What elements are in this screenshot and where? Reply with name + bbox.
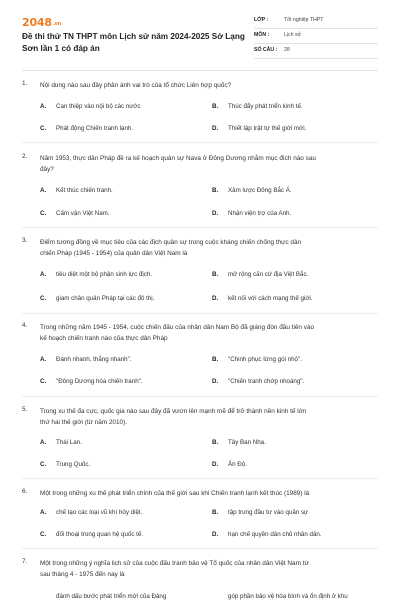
info-label: SỐ CÂU : [254, 47, 278, 53]
answer-option-a[interactable]: A. chế tạo các loại vũ khí hủy diệt. [40, 509, 143, 516]
info-row-class [254, 14, 378, 29]
answer-option-a[interactable]: A. tiêu diệt một bộ phận sinh lực địch. [40, 271, 152, 278]
info-label: LỚP : [254, 17, 269, 23]
question-text: đây? [40, 166, 54, 173]
answer-option-a[interactable]: A. Đánh nhanh, thắng nhanh". [40, 356, 132, 363]
answer-option-b[interactable]: B. tập trung đầu tư vào quân sự [212, 509, 309, 516]
exam-info-panel [254, 14, 378, 59]
question-divider [22, 227, 378, 228]
document-title: Đề thi thử TN THPT môn Lịch sử năm 2024-2025 Sở Lạng Sơn lần 1 có đáp án [22, 32, 245, 53]
question-number: 7. [22, 558, 28, 565]
question-divider [22, 313, 378, 314]
question-6 [22, 488, 378, 548]
question-2 [22, 153, 378, 227]
answer-option-c[interactable]: C. Cấm vận Việt Nam. [40, 210, 110, 217]
answer-option-d[interactable]: D. kết nối với cách mạng thế giới. [212, 295, 313, 302]
answer-option-b[interactable]: B. mở rộng căn cứ địa Việt Bắc. [212, 271, 309, 278]
answer-option-b[interactable]: B. Tây Ban Nha. [212, 439, 266, 446]
site-logo[interactable]: 2048.vn [22, 16, 61, 29]
question-1 [22, 80, 378, 142]
answer-option-c[interactable]: C. đối thoại trong quan hệ quốc tế. [40, 531, 144, 538]
answer-option-d[interactable]: D. Thiết lập trật tự thế giới mới. [212, 125, 307, 132]
question-text: Điểm tương đồng về mục tiêu của các địch quân sự trong cuộc kháng chiến chống thực dân [40, 239, 302, 246]
question-4 [22, 322, 378, 396]
question-text: chiến Pháp (1945 - 1954) của quân dân Việt Nam là [40, 250, 188, 257]
question-number: 6. [22, 488, 28, 495]
answer-option-b[interactable]: B. Thúc đẩy phát triển kinh tế. [212, 103, 303, 110]
info-value: Tốt nghiệp THPT [284, 17, 324, 23]
answer-option-a[interactable]: đánh dấu bước phát triển mới của Đảng [56, 593, 167, 600]
question-divider [22, 396, 378, 397]
answer-option-c[interactable]: C. Phát động Chiến tranh lạnh. [40, 125, 134, 132]
question-divider [22, 548, 378, 549]
answer-option-c[interactable]: C. Trung Quốc. [40, 461, 91, 468]
answer-option-a[interactable]: A. Kết thúc chiến tranh. [40, 187, 113, 194]
answer-option-d[interactable]: D. Ấn Độ. [212, 461, 247, 468]
header-divider [22, 70, 378, 71]
question-number: 1. [22, 80, 28, 87]
question-text: kế hoạch chiến tranh nào của thực dân Pháp [40, 335, 168, 342]
question-5 [22, 406, 378, 478]
question-text: Một trong những xu thế phát triển chính của thế giới sau khi Chiến tranh lạnh kết thúc (1989) là [40, 490, 310, 497]
answer-option-b[interactable]: B. "Chinh phục từng gói nhỏ". [212, 356, 302, 363]
answer-option-b[interactable]: B. Xâm lược Đông Bắc Á. [212, 187, 292, 194]
info-label: MÔN : [254, 32, 270, 38]
info-value: 28 [284, 47, 290, 53]
question-text: Trong những năm 1945 - 1954, cuộc chiến đấu của nhân dân Nam Bộ đã giáng đòn đầu tiên vào [40, 324, 315, 331]
question-text: thứ hai thế giới (từ năm 2010). [40, 419, 127, 426]
answer-option-c[interactable]: C. "Đông Dương hóa chiến tranh". [40, 378, 143, 385]
question-divider [22, 142, 378, 143]
answer-option-a[interactable]: A. Can thiệp vào nội bộ các nước [40, 103, 141, 110]
question-number: 4. [22, 322, 28, 329]
answer-option-d[interactable]: D. hạn chế quyền dân chủ nhân dân. [212, 531, 322, 538]
question-number: 2. [22, 153, 28, 160]
question-text: Trong xu thế đa cực, quốc gia nào sau đây đã vươn lên mạnh mẽ để trở thành nền kinh tế lớn [40, 408, 307, 415]
question-number: 3. [22, 237, 28, 244]
info-row-question-count [254, 44, 378, 59]
question-divider [22, 478, 378, 479]
answer-option-d[interactable]: D. "Chiến tranh chớp nhoáng". [212, 378, 305, 385]
answer-option-d[interactable]: D. Nhận viện trợ của Anh. [212, 210, 292, 217]
question-text: Năm 1953, thực dân Pháp đề ra kế hoạch quân sự Nava ở Đông Dương nhằm mục đích nào sau [40, 155, 316, 162]
question-7 [22, 558, 378, 600]
question-text: Một trong những ý nghĩa lịch sử của cuộc đấu tranh bảo vệ Tổ quốc của nhân dân Việt Nam từ [40, 560, 309, 567]
info-row-subject [254, 29, 378, 44]
answer-option-a[interactable]: A. Thái Lan. [40, 439, 82, 446]
question-3 [22, 237, 378, 313]
question-text: sau tháng 4 - 1975 đến nay là [40, 571, 125, 578]
question-number: 5. [22, 406, 28, 413]
answer-option-b[interactable]: góp phần bảo vệ hòa bình và ổn định ở khu [228, 593, 348, 600]
answer-option-c[interactable]: C. giam chân quân Pháp tại các đô thị. [40, 295, 155, 302]
info-value: Lịch sử [284, 32, 302, 38]
question-text: Nội dung nào sau đây phản ánh vai trò của tổ chức Liên hợp quốc? [40, 82, 232, 89]
document-header [0, 0, 400, 64]
